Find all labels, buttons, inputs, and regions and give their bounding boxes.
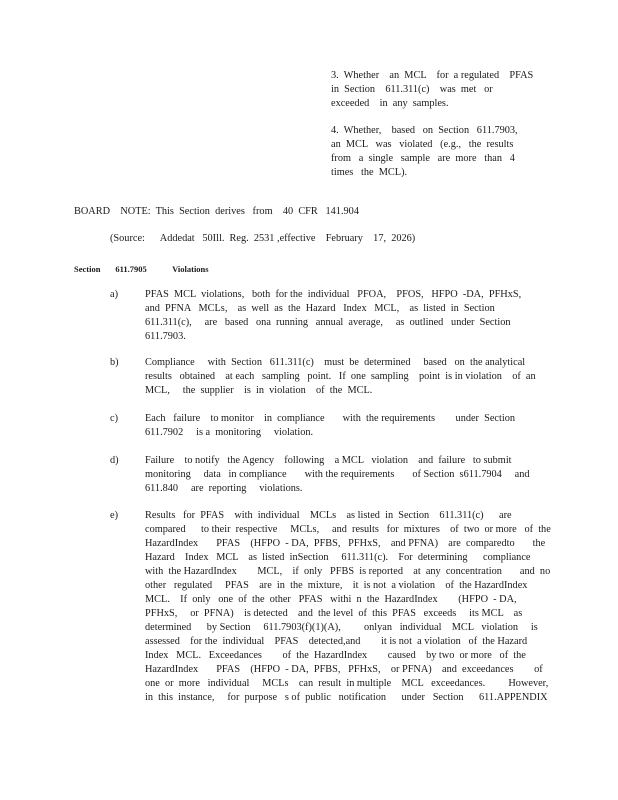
item-body-a bbox=[145, 288, 545, 344]
board-note bbox=[74, 205, 359, 219]
item-label-b: b) bbox=[110, 357, 119, 368]
item-label-e: e) bbox=[110, 510, 118, 521]
text-line: HazardIndex PFAS (HFPO - DA, PFBS, PFHxS, and PFNA) are comparedto the bbox=[145, 538, 546, 549]
text-line: 4. Whether, based on Section 611.7903, bbox=[331, 125, 518, 136]
text-line: exceeded in any samples. bbox=[331, 98, 449, 109]
text-line: in Section 611.311(c) was met or bbox=[331, 84, 493, 95]
item-label-a: a) bbox=[110, 289, 118, 300]
text-line: MCL. If only one of the other PFAS withi n the HazardIndex (HFPO - DA, bbox=[145, 594, 517, 605]
text-line: Index MCL. Exceedances of the HazardIndex caused by two or more of the bbox=[145, 650, 526, 661]
text-line: in this instance, for purpose s of public notification under Section 611.APPENDIX bbox=[145, 692, 548, 703]
text-line: 611.311(c), are based ona running annual average, as outlined under Section bbox=[145, 317, 511, 328]
text-line: Failure to notify the Agency following a MCL violation and failure to submit bbox=[145, 455, 512, 466]
text-line: Compliance with Section 611.311(c) must be determined based on the analytical bbox=[145, 357, 526, 368]
section-heading: Section 611.7905 Violations bbox=[74, 264, 209, 274]
text-line: and PFNA MCLs, as well as the Hazard Index MCL, as listed in Section bbox=[145, 303, 495, 314]
text-line: results obtained at each sampling point. If one sampling point is in violation of an bbox=[145, 371, 536, 382]
text-line: Each failure to monitor in compliance with the requirements under Section bbox=[145, 413, 516, 424]
text-line: with the HazardIndex MCL, if only PFBS is reported at any concentration and no bbox=[145, 566, 551, 577]
item-label-d: d) bbox=[110, 455, 119, 466]
item-label-c: c) bbox=[110, 413, 118, 424]
board-note-text: BOARD NOTE: This Section derives from 40 CFR 141.904 bbox=[74, 206, 359, 217]
text-line: one or more individual MCLs can result in multiple MCL exceedances. However, bbox=[145, 678, 549, 689]
text-line: from a single sample are more than 4 bbox=[331, 153, 515, 164]
text-line: monitoring data in compliance with the requirements of Section s611.7904 and bbox=[145, 469, 530, 480]
continued-item-4 bbox=[331, 124, 518, 180]
text-line: 611.7902 is a monitoring violation. bbox=[145, 427, 314, 438]
text-line: Results for PFAS with individual MCLs as listed in Section 611.311(c) are bbox=[145, 510, 512, 521]
item-body-e bbox=[145, 509, 551, 705]
text-line: PFAS MCL violations, both for the individual PFOA, PFOS, HFPO -DA, PFHxS, bbox=[145, 289, 522, 300]
text-line: times the MCL). bbox=[331, 167, 408, 178]
text-line: HazardIndex PFAS (HFPO - DA, PFBS, PFHxS, or PFNA) and exceedances of bbox=[145, 664, 543, 675]
item-body-d bbox=[145, 454, 545, 496]
source-note bbox=[110, 232, 415, 246]
text-line: Hazard Index MCL as listed inSection 611.311(c). For determining compliance bbox=[145, 552, 531, 563]
text-line: 611.840 are reporting violations. bbox=[145, 483, 303, 494]
text-line: determined by Section 611.7903(f)(1)(A), onlyan individual MCL violation is bbox=[145, 622, 538, 633]
text-line: assessed for the individual PFAS detected,and it is not a violation of the Hazard bbox=[145, 636, 528, 647]
text-line: 3. Whether an MCL for a regulated PFAS bbox=[331, 70, 534, 81]
item-body-b bbox=[145, 356, 545, 398]
text-line: an MCL was violated (e.g., the results bbox=[331, 139, 514, 150]
continued-item-3 bbox=[331, 69, 533, 111]
text-line: other regulated PFAS are in the mixture, it is not a violation of the HazardIndex bbox=[145, 580, 528, 591]
source-note-text: (Source: Addedat 50Ill. Reg. 2531 ,effective February 17, 2026) bbox=[110, 233, 416, 244]
text-line: PFHxS, or PFNA) is detected and the level of this PFAS exceeds its MCL as bbox=[145, 608, 523, 619]
text-line: compared to their respective MCLs, and results for mixtures of two or more of the bbox=[145, 524, 551, 535]
text-line: 611.7903. bbox=[145, 331, 186, 342]
text-line: MCL, the supplier is in violation of the MCL. bbox=[145, 385, 373, 396]
item-body-c bbox=[145, 412, 545, 440]
